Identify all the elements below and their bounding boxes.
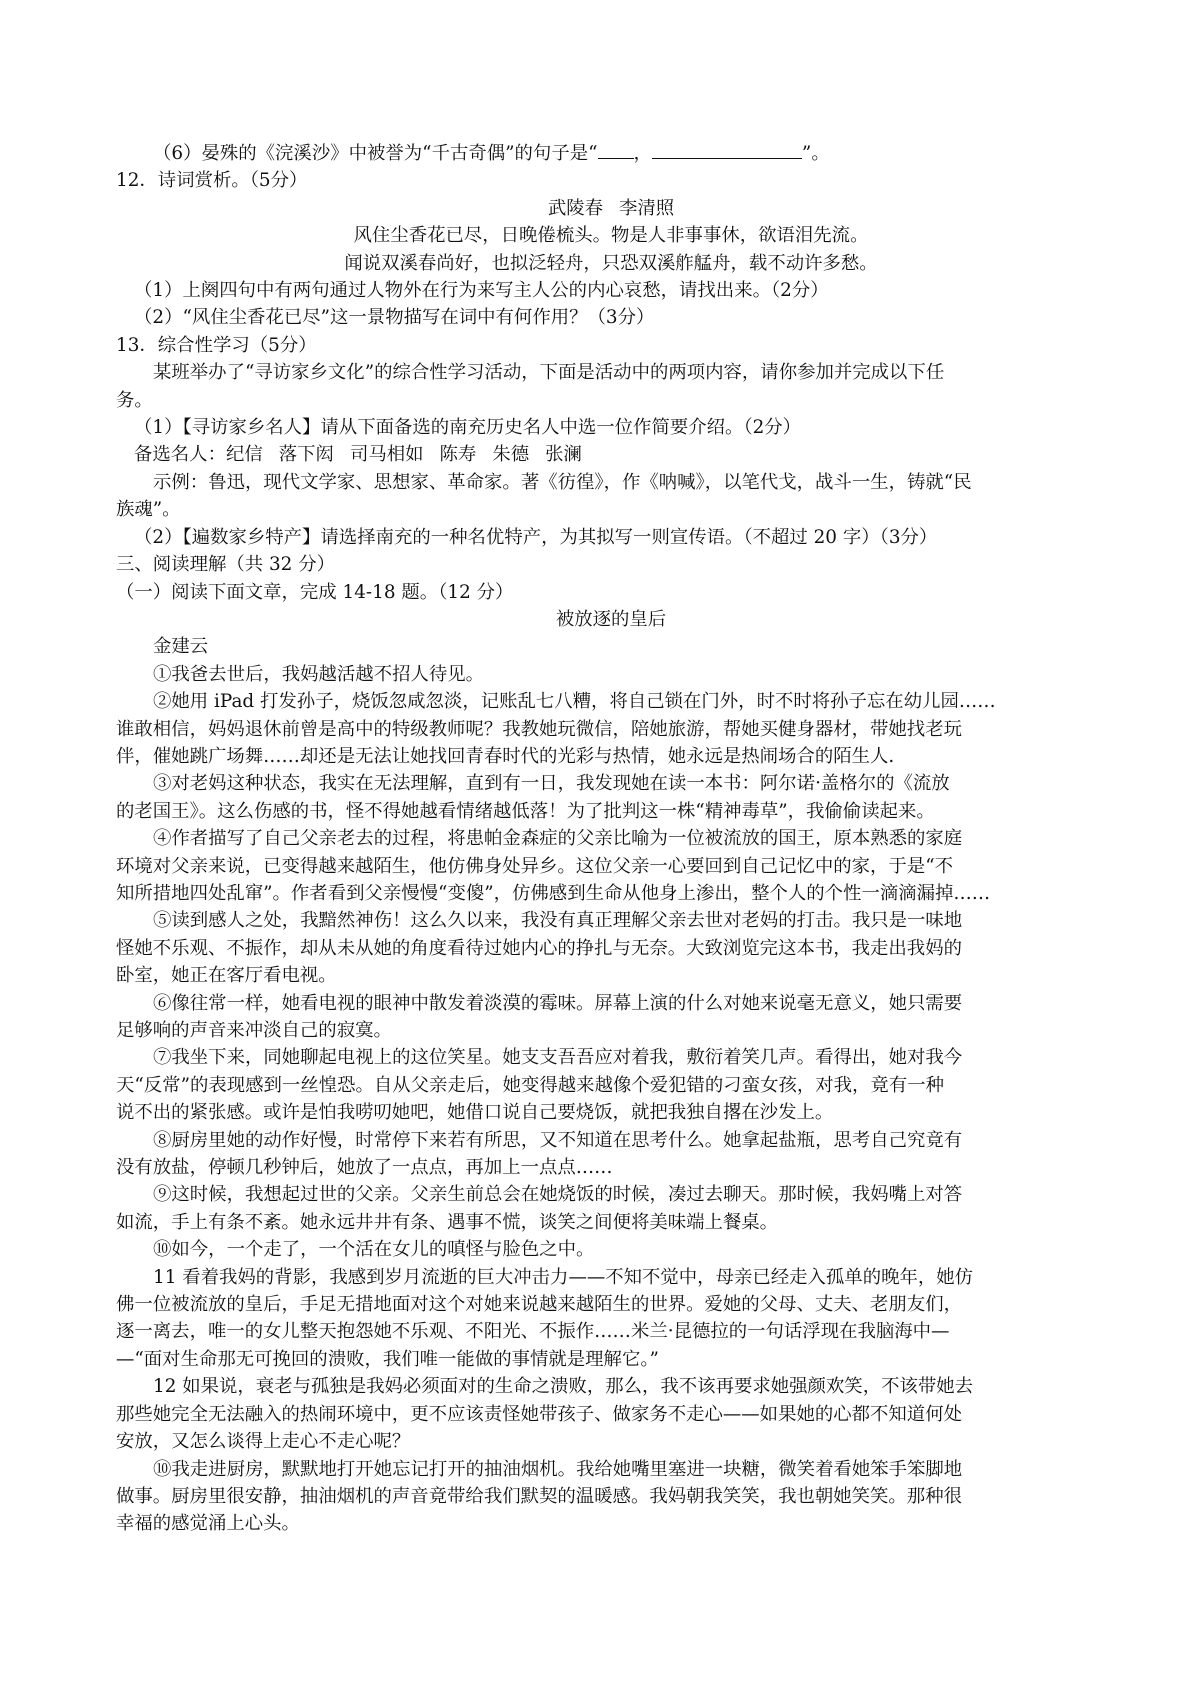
paragraph-line: 环境对父亲来说，已变得越来越陌生，他仿佛身处异乡。这位父亲一心要回到自己记忆中的家，于是“不 — [116, 855, 953, 877]
poem-title-line — [116, 195, 1106, 222]
paragraph-line: ②她用 iPad 打发孙子，烧饭忽咸忽淡，记账乱七八糟，将自己锁在门外，时不时将孙子忘在幼儿园…… — [153, 691, 996, 713]
paragraph-line: 怪她不乐观、不振作，却从未从她的角度看待过她内心的挣扎与无奈。大致浏览完这本书，我走出我妈的 — [116, 937, 962, 959]
candidate-name: 张澜 — [545, 444, 582, 466]
paragraph-line: ⑦我坐下来，同她聊起电视上的这位笑星。她支支吾吾应对着我，敷衍着笑几声。看得出，她对我今 — [153, 1047, 963, 1069]
paragraph-line: 11 看着我妈的背影，我感到岁月流逝的巨大冲击力——不知不觉中，母亲已经走入孤单的晚年，她仿 — [153, 1266, 974, 1288]
article-paragraph — [116, 688, 1106, 770]
question-11-6: （6）晏殊的《浣溪沙》中被誉为“千古奇偶”的句子是“ ， ”。 — [116, 140, 1106, 167]
candidate-name: 落下闳 — [278, 444, 334, 466]
example-text: 示例：鲁迅，现代文学家、思想家、革命家。著《彷徨》，作《呐喊》，以笔代戈，战斗一生，铸就“民 — [153, 471, 972, 493]
paragraph-line: ④作者描写了自己父亲老去的过程，将患帕金森症的父亲比喻为一位被流放的国王，原本熟悉的家庭 — [153, 828, 963, 850]
question-12-heading: 12．诗词赏析。（5分） — [116, 170, 308, 192]
paragraph-line: 安放，又怎么谈得上走心不走心呢？ — [116, 1431, 411, 1453]
poem-line-2: 闻说双溪春尚好，也拟泛轻舟，只恐双溪舴艋舟，载不动许多愁。 — [344, 252, 878, 274]
example-text-cont: 族魂”。 — [116, 499, 181, 521]
paragraph-line: 佛一位被流放的皇后，手足无措地面对这个对她来说越来越陌生的世界。爱她的父母、丈夫、老朋友们， — [116, 1294, 962, 1316]
article-paragraph — [116, 825, 1106, 907]
paragraph-line: 知所措地四处乱窜”。作者看到父亲慢慢“变傻”，仿佛感到生命从他身上渗出，整个人的个性一滴滴漏掉…… — [116, 882, 991, 904]
paragraph-line: 逐一离去，唯一的女儿整天抱怨她不乐观、不阳光、不振作……米兰·昆德拉的一句话浮现在我脑海中— — [116, 1321, 950, 1343]
paragraph-line: 天“反常”的表现感到一丝惶恐。自从父亲走后，她变得越来越像个爱犯错的刁蛮女孩，对我，竟有一种 — [116, 1074, 944, 1096]
question-13-intro-cont: 务。 — [116, 389, 153, 411]
paragraph-line: 卧室，她正在客厅看电视。 — [116, 965, 337, 987]
candidate-list: 备选名人：纪信 落下闳 司马相如 陈寿 朱德 张澜 — [134, 444, 582, 466]
question-13-intro: 某班举办了“寻访家乡文化”的综合性学习活动，下面是活动中的两项内容，请你参加并完成以下任 — [153, 362, 945, 384]
article-paragraph — [116, 1127, 1106, 1182]
article-paragraph — [116, 1236, 1106, 1263]
article-paragraph — [116, 661, 1106, 688]
paragraph-line: —“面对生命那无可挽回的溃败，我们唯一能做的事情就是理解它。” — [116, 1348, 659, 1370]
paragraph-line: 做事。厨房里很安静，抽油烟机的声音竟带给我们默契的温暖感。我妈朝我笑笑，我也朝她笑笑。那种很 — [116, 1485, 962, 1507]
article-paragraph — [116, 770, 1106, 825]
question-13-sub1: （1）【寻访家乡名人】请从下面备选的南充历史名人中选一位作简要介绍。（2分） — [134, 417, 802, 439]
poem-title: 武陵春 — [547, 197, 603, 219]
paragraph-line: 12 如果说，衰老与孤独是我妈必须面对的生命之溃败，那么，我不该再要求她强颜欢笑，不该带她去 — [153, 1376, 974, 1398]
candidate-name: 司马相如 — [349, 444, 424, 466]
paragraph-line: ⑤读到感人之处，我黯然神伤！这么久以来，我没有真正理解父亲去世对老妈的打击。我只是一味地 — [153, 910, 963, 932]
answer-blank-2[interactable] — [652, 140, 802, 159]
paragraph-line: ⑨这时候，我想起过世的父亲。父亲生前总会在她烧饭的时候，凑过去聊天。那时候，我妈嘴上对答 — [153, 1184, 963, 1206]
paragraph-line: 如流，手上有条不紊。她永远井井有条、遇事不慌，谈笑之间便将美味端上餐桌。 — [116, 1211, 779, 1233]
paragraph-line: ⑧厨房里她的动作好慢，时常停下来若有所思，又不知道在思考什么。她拿起盐瓶，思考自己究竟有 — [153, 1129, 963, 1151]
question-13-sub2: （2）【遍数家乡特产】请选择南充的一种名优特产，为其拟写一则宣传语。（不超过 20 字）（3分） — [134, 526, 938, 548]
paragraph-line: 伴，催她跳广场舞……却还是无法让她找回青春时代的光彩与热情，她永远是热闹场合的陌生人. — [116, 745, 895, 767]
article-paragraph — [116, 990, 1106, 1045]
paragraph-line: ⑩我走进厨房，默默地打开她忘记打开的抽油烟机。我给她嘴里塞进一块糖，微笑着看她笨手笨脚地 — [153, 1458, 963, 1480]
paragraph-line: ①我爸去世后，我妈越活越不招人待见。 — [153, 663, 485, 685]
paragraph-line: ⑥像往常一样，她看电视的眼神中散发着淡漠的霉味。屏幕上演的什么对她来说毫无意义，她只需要 — [153, 992, 963, 1014]
candidate-name: 纪信 — [225, 444, 263, 466]
paragraph-line: 说不出的紧张感。或许是怕我唠叨她吧，她借口说自己要烧饭，就把我独自撂在沙发上。 — [116, 1102, 834, 1124]
article-paragraph — [116, 1181, 1106, 1236]
article-paragraph — [116, 1264, 1106, 1374]
paragraph-line: 那些她完全无法融入的热闹环境中，更不应该责怪她带孩子、做家务不走心——如果她的心都不知道何处 — [116, 1403, 962, 1425]
reading-part-1: （一）阅读下面文章，完成 14-18 题。（12 分） — [116, 581, 514, 603]
article-author: 金建云 — [153, 636, 209, 658]
paragraph-line: 幸福的感觉涌上心头。 — [116, 1513, 300, 1535]
paragraph-line: 的老国王》。这么伤感的书，怪不得她越看情绪越低落！为了批判这一株“精神毒草”，我偷偷读起来。 — [116, 800, 935, 822]
question-13-heading: 13．综合性学习（5分） — [116, 334, 317, 356]
article-paragraph — [116, 1044, 1106, 1126]
paragraph-line: ⑩如今，一个走了，一个活在女儿的嗔怪与脸色之中。 — [153, 1239, 595, 1261]
answer-blank-1[interactable] — [598, 140, 634, 159]
question-12-sub2: （2）“风住尘香花已尽”这一景物描写在词中有何作用？（3分） — [134, 307, 655, 329]
paragraph-line: 谁敢相信，妈妈退休前曾是高中的特级教师呢？我教她玩微信，陪她旅游，帮她买健身器材，带她找老玩 — [116, 718, 962, 740]
article-paragraph — [116, 1373, 1106, 1455]
exam-page — [116, 140, 1106, 1538]
article-paragraph — [116, 1456, 1106, 1538]
candidate-name: 陈寿 — [439, 444, 477, 466]
question-12-sub1: （1）上阕四句中有两句通过人物外在行为来写主人公的内心哀愁，请找出来。（2分） — [134, 280, 829, 302]
article-title: 被放逐的皇后 — [555, 608, 667, 630]
candidate-name: 朱德 — [492, 444, 530, 466]
article-body — [116, 661, 1106, 1538]
poem-line-1: 风住尘香花已尽，日晚倦梳头。物是人非事事休，欲语泪先流。 — [353, 225, 869, 247]
section-3-heading: 三、阅读理解（共 32 分） — [116, 554, 335, 576]
poem-author: 李清照 — [619, 197, 675, 219]
paragraph-line: 足够响的声音来冲淡自己的寂寞。 — [116, 1020, 392, 1041]
paragraph-line: ③对老妈这种状态，我实在无法理解，直到有一日，我发现她在读一本书：阿尔诺·盖格尔的《流放 — [153, 773, 950, 795]
paragraph-line: 没有放盐，停顿几秒钟后，她放了一点点，再加上一点点…… — [116, 1157, 613, 1179]
article-paragraph — [116, 907, 1106, 989]
